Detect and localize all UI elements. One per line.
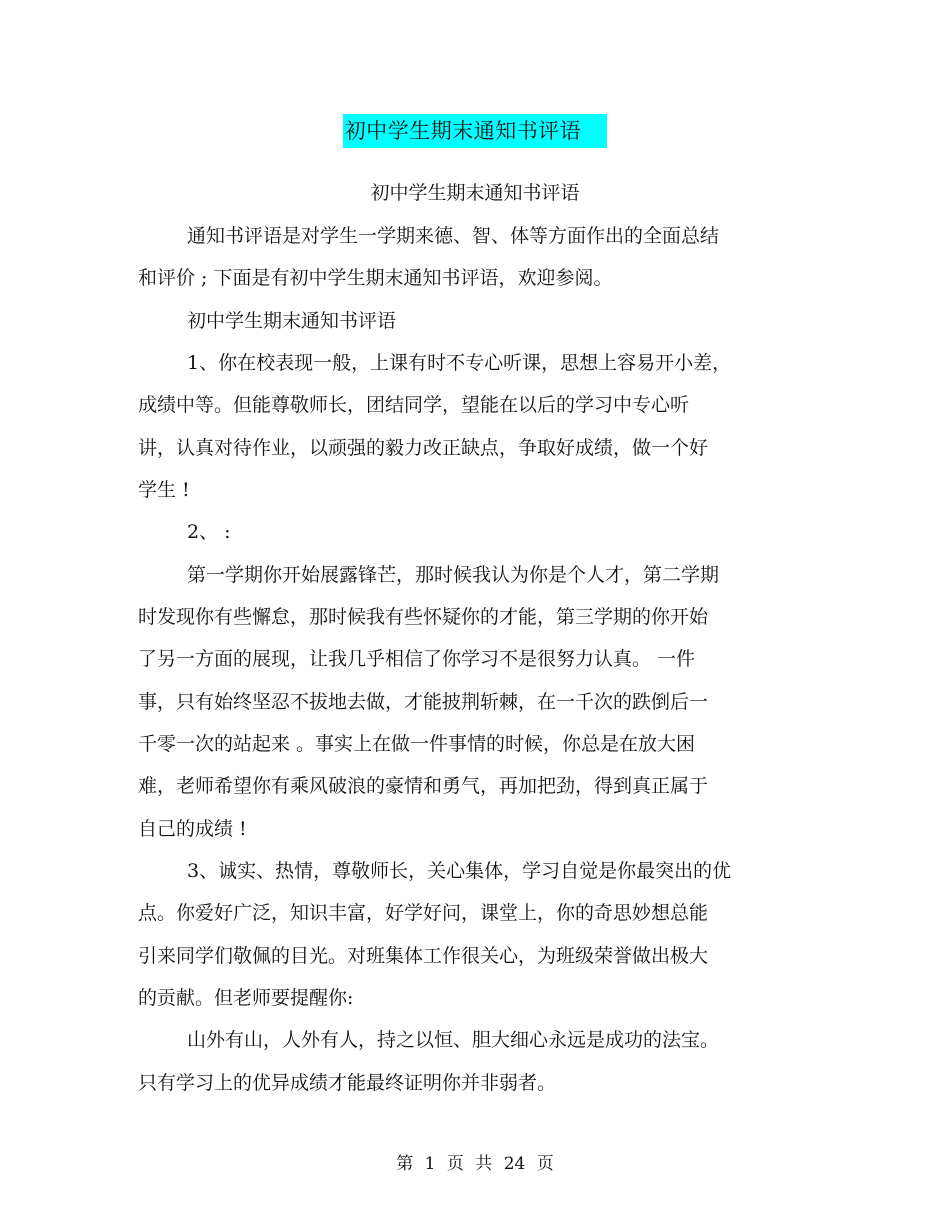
section-heading: 初中学生期末通知书评语 — [187, 310, 397, 332]
subtitle: 初中学生期末通知书评语 — [370, 182, 580, 204]
paragraph-line: 2、 : — [187, 521, 231, 543]
paragraph-line: 讲，认真对待作业，以顽强的毅力改正缺点，争取好成绩，做一个好 — [138, 437, 709, 459]
paragraph-line: 时发现你有些懈怠，那时候我有些怀疑你的才能，第三学期的你开始 — [138, 606, 709, 628]
paragraph-line: 的贡献。但老师要提醒你: — [138, 987, 354, 1009]
paragraph-line: 通知书评语是对学生一学期来德、智、体等方面作出的全面总结 — [187, 225, 720, 247]
paragraph-line: 1、你在校表现一般，上课有时不专心听课，思想上容易开小差， — [187, 352, 732, 374]
paragraph-line: 引来同学们敬佩的目光。对班集体工作很关心，为班级荣誉做出极大 — [138, 945, 709, 967]
paragraph-line: 只有学习上的优异成绩才能最终证明你并非弱者。 — [138, 1072, 557, 1094]
paragraph-line: 3、诚实、热情，尊敬师长，关心集体，学习自觉是你最突出的优 — [187, 860, 732, 882]
paragraph-line: 了另一方面的展现，让我几乎相信了你学习不是很努力认真。 一件 — [138, 648, 696, 670]
paragraph-line: 事，只有始终坚忍不拔地去做，才能披荆斩棘，在一千次的跌倒后一 — [138, 691, 709, 713]
paragraph-line: 学生 ! — [138, 479, 190, 501]
paragraph-line: 和评价 ; 下面是有初中学生期末通知书评语，欢迎参阅。 — [138, 267, 613, 289]
paragraph-line: 山外有山，人外有人，持之以恒、胆大细心永远是成功的法宝。 — [187, 1029, 720, 1051]
paragraph-line: 千零一次的站起来 。事实上在做一件事情的时候，你总是在放大困 — [138, 733, 696, 755]
paragraph-line: 成绩中等。但能尊敬师长，团结同学，望能在以后的学习中专心听 — [138, 394, 690, 416]
paragraph-line: 第一学期你开始展露锋芒，那时候我认为你是个人才，第二学期 — [187, 564, 720, 586]
title-wrap — [0, 114, 950, 148]
paragraph-line: 点。你爱好广泛，知识丰富，好学好问，课堂上，你的奇思妙想总能 — [138, 902, 709, 924]
page-footer: 第 1 页 共 24 页 — [396, 1154, 554, 1174]
paragraph-line: 难，老师希望你有乘风破浪的豪情和勇气，再加把劲，得到真正属于 — [138, 775, 709, 797]
paragraph-line: 自己的成绩 ! — [138, 818, 247, 840]
page-title: 初中学生期末通知书评语 — [343, 114, 608, 148]
